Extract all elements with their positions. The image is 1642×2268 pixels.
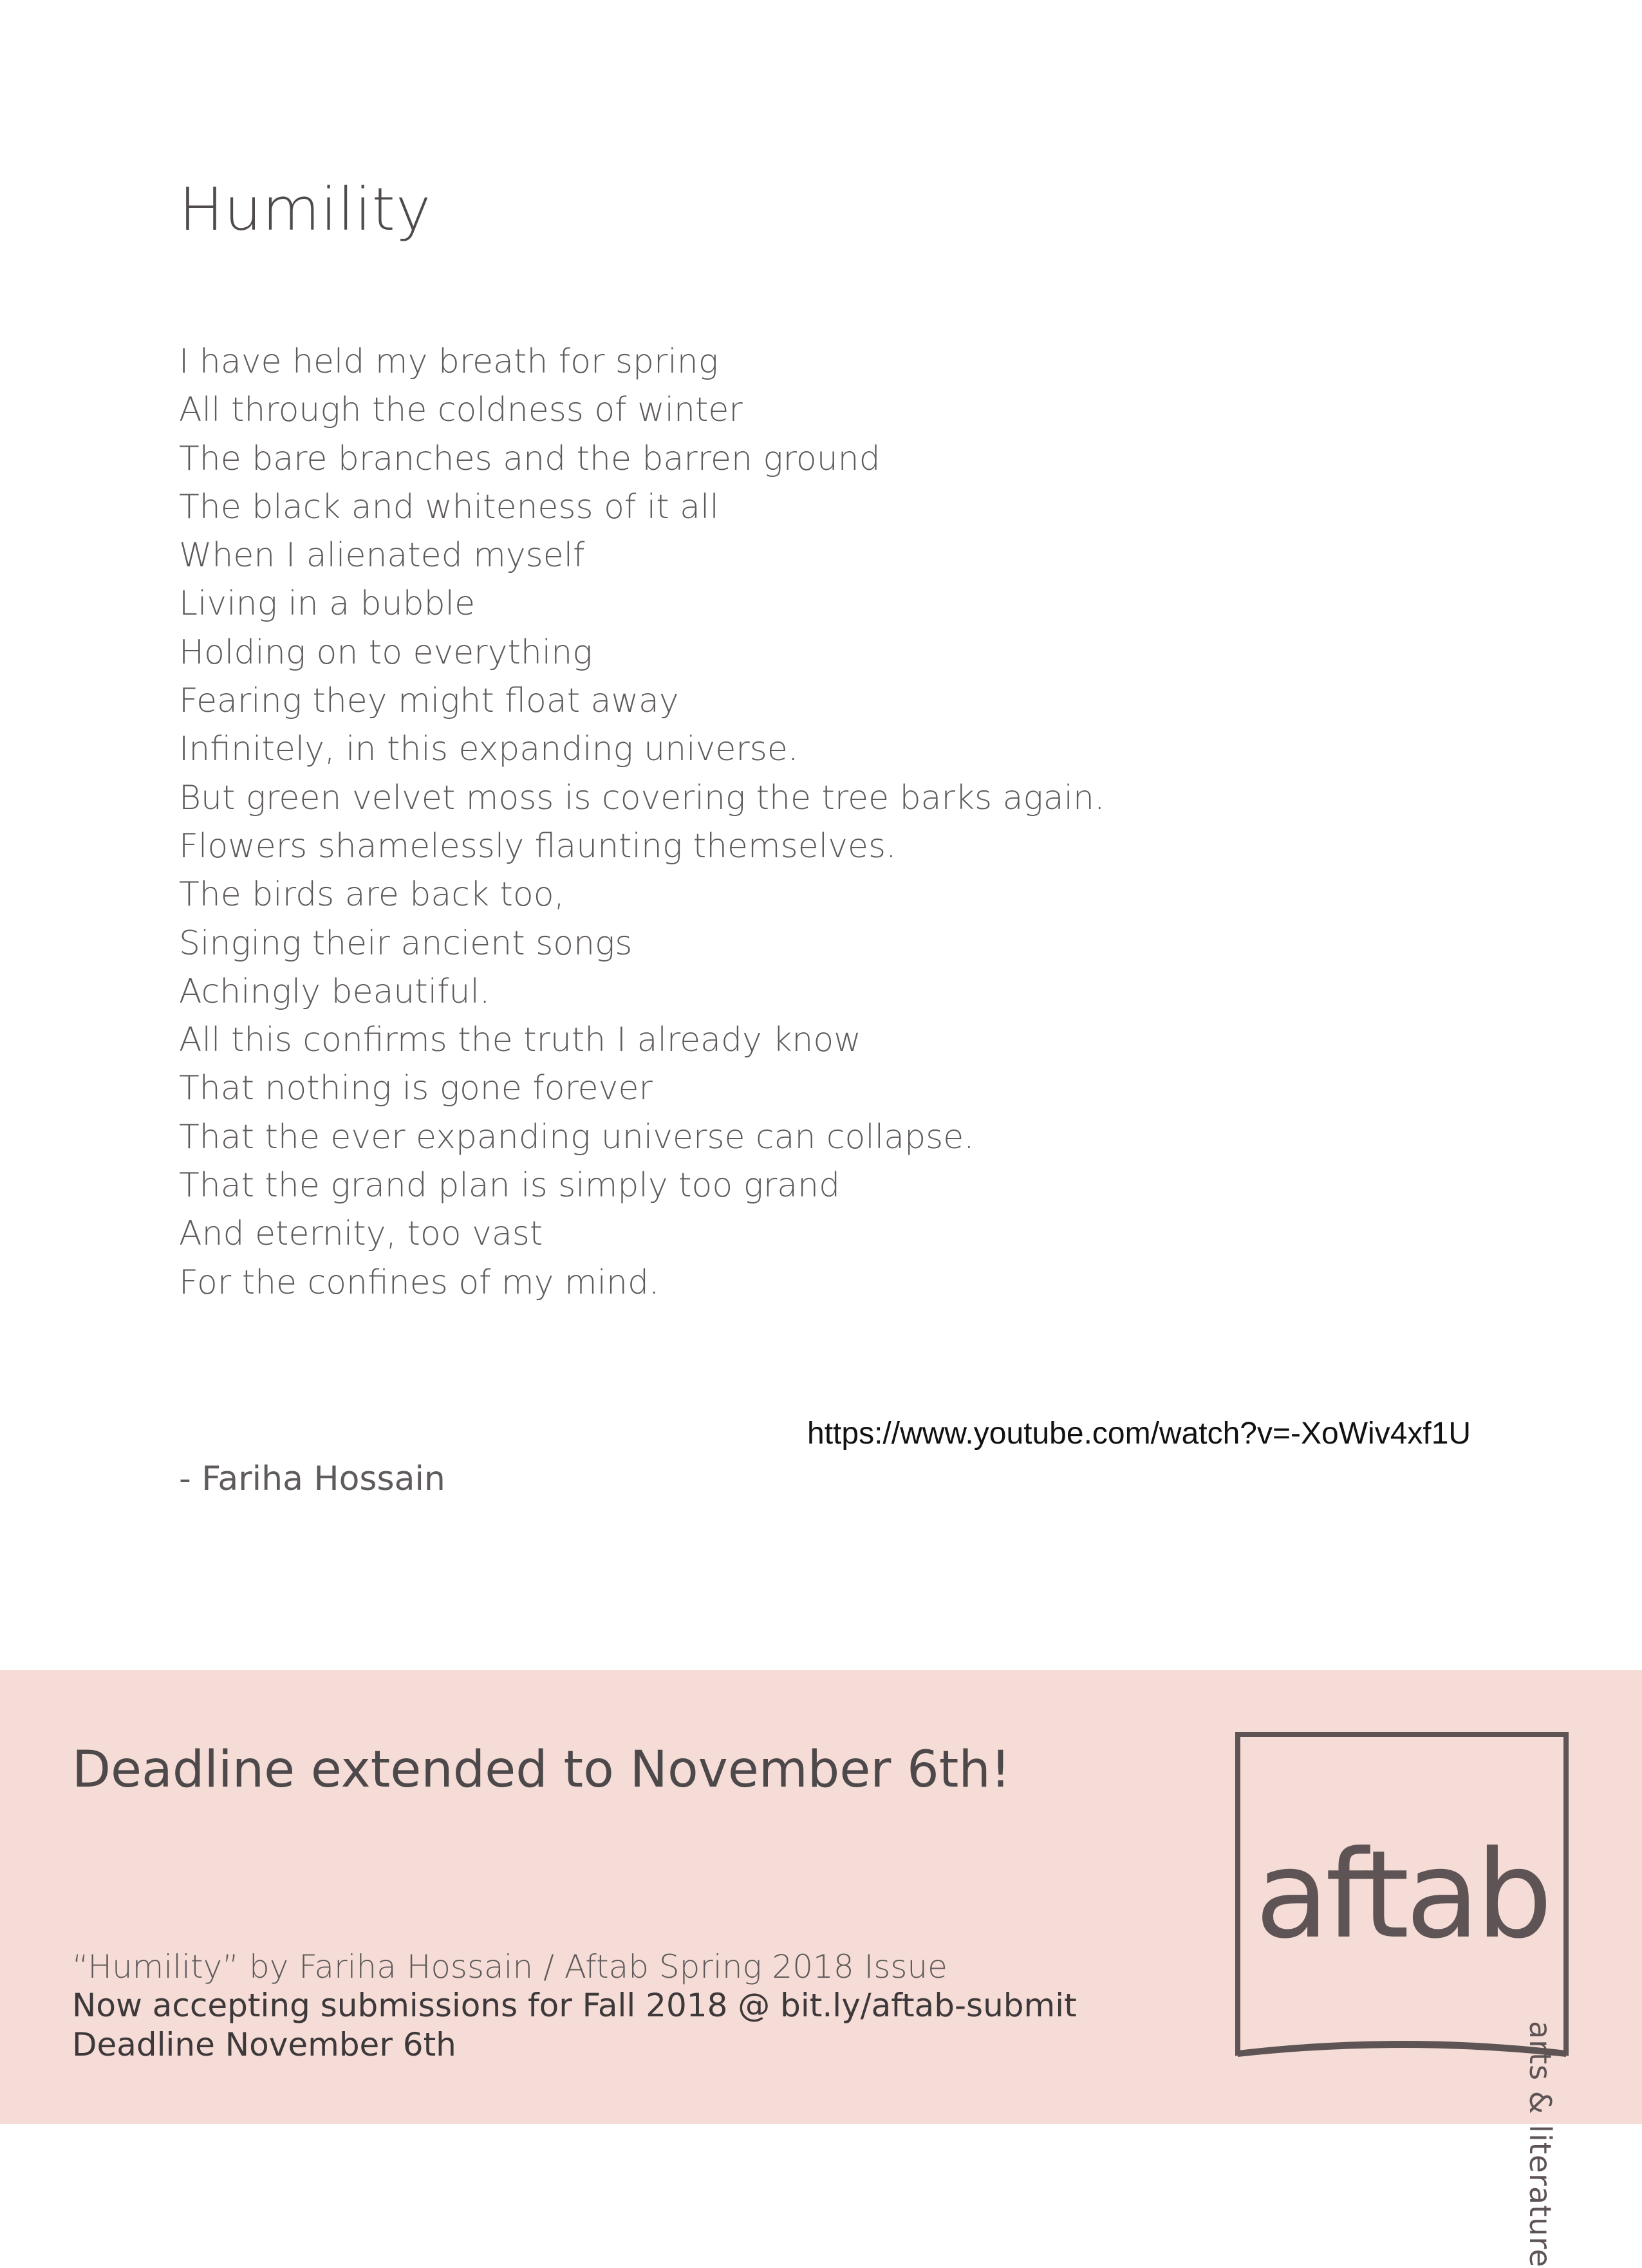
poem-line: That the ever expanding universe can collapse. (179, 1117, 975, 1157)
poem-line: The birds are back too, (179, 875, 565, 915)
poem-line: All this confirms the truth I already know (179, 1021, 861, 1060)
poem-line: That the grand plan is simply too grand (179, 1166, 841, 1205)
credit-line: “Humility” by Fariha Hossain / Aftab Spring 2018 Issue (72, 1948, 947, 1985)
page-title: Humility (179, 174, 432, 244)
aftab-logo (1235, 1731, 1569, 2059)
poem-line: Living in a bubble (179, 584, 476, 624)
poem-line: I have held my breath for spring (179, 342, 718, 381)
poem-line: The bare branches and the barren ground (179, 439, 881, 478)
poem-line: That nothing is gone forever (179, 1069, 653, 1108)
youtube-link[interactable]: https://www.youtube.com/watch?v=-XoWiv4xf1U (807, 1417, 1471, 1451)
logo-wordmark: aftab (1255, 1825, 1549, 1966)
deadline-headline: Deadline extended to November 6th! (72, 1741, 1011, 1799)
poem-line: Flowers shamelessly flaunting themselves. (179, 826, 897, 866)
submissions-line: Now accepting submissions for Fall 2018 @ bit.ly/aftab-submit (72, 1987, 1077, 2024)
poem-line: Infinitely, in this expanding universe. (179, 730, 799, 769)
footer-banner (0, 1670, 1642, 2124)
poem-line: Holding on to everything (179, 633, 593, 672)
poem-line: And eternity, too vast (179, 1214, 543, 1254)
deadline-line: Deadline November 6th (72, 2026, 456, 2063)
logo-tagline: arts & literature (1523, 2021, 1558, 2268)
poem-line: Achingly beautiful. (179, 972, 490, 1011)
poem-line: Fearing they might float away (179, 682, 679, 721)
poem-line: But green velvet moss is covering the tree barks again. (179, 778, 1105, 817)
poem-line: All through the coldness of winter (179, 391, 743, 430)
poem-line: When I alienated myself (179, 536, 585, 575)
poem-body (179, 338, 1273, 1307)
poem-line: The black and whiteness of it all (179, 487, 719, 526)
poem-line: For the confines of my mind. (179, 1263, 660, 1302)
author-signature: - Fariha Hossain (179, 1460, 445, 1498)
poem-line: Singing their ancient songs (179, 924, 633, 963)
